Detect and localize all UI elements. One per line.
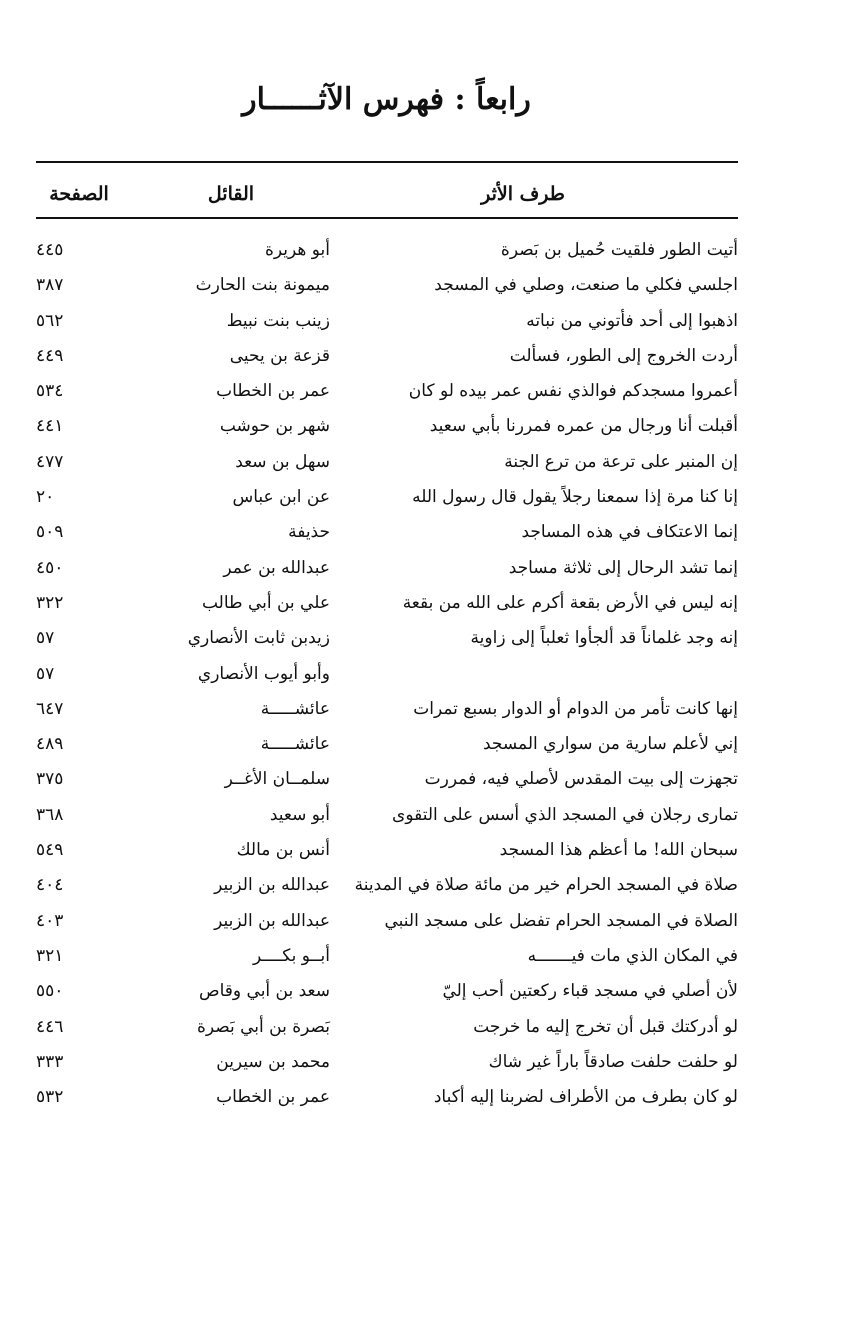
- speaker-name: أنس بن مالك: [236, 840, 330, 861]
- athar-text: إنها كانت تأمر من الدوام أو الدوار بسبع تمرات: [413, 698, 738, 719]
- table-row: [36, 762, 738, 797]
- athar-text: إني لأعلم سارية من سواري المسجد: [482, 734, 738, 755]
- table-row: [36, 339, 738, 374]
- speaker-name: محمد بن سيرين: [216, 1051, 330, 1072]
- speaker-name: أبــو بكــــر: [252, 945, 330, 966]
- header-speaker: القائل: [207, 183, 255, 205]
- table-row: [36, 480, 738, 515]
- table-row: [36, 904, 738, 939]
- speaker-name: سلمــان الأغــر: [224, 769, 330, 790]
- top-rule: [36, 161, 738, 163]
- page-number: ٢٠: [36, 487, 55, 508]
- athar-text: الصلاة في المسجد الحرام تفضل على مسجد النبي: [384, 910, 738, 931]
- table-row: [36, 657, 738, 692]
- page-number: ٤٨٩: [36, 734, 64, 755]
- table-row: [36, 798, 738, 833]
- athar-text: إن المنبر على ترعة من ترع الجنة: [504, 451, 738, 472]
- athar-text: أقبلت أنا ورجال من عمره فمررنا بأبي سعيد: [429, 416, 738, 437]
- athar-text: إنا كنا مرة إذا سمعنا رجلاً يقول قال رسول الله: [412, 487, 738, 508]
- athar-text: اجلسي فكلي ما صنعت، وصلي في المسجد: [434, 275, 738, 296]
- table-row: [36, 445, 738, 480]
- page-number: ٦٤٧: [36, 698, 64, 719]
- page-number: ٣٦٨: [36, 804, 64, 825]
- page-number: ٣٢١: [36, 945, 64, 966]
- speaker-name: زيدبن ثابت الأنصاري: [187, 628, 330, 649]
- table-header: [36, 174, 738, 214]
- athar-text: صلاة في المسجد الحرام خير من مائة صلاة في المدينة: [354, 875, 738, 896]
- table-row: [36, 268, 738, 303]
- page-number: ٤٤١: [36, 416, 64, 437]
- speaker-name: عمر بن الخطاب: [216, 1087, 330, 1108]
- speaker-name: بَصرة بن أبي بَصرة: [196, 1016, 330, 1037]
- page-number: ٤٤٩: [36, 345, 64, 366]
- speaker-name: عائشـــــة: [260, 734, 330, 755]
- page-number: ٤٠٤: [36, 875, 64, 896]
- page-number: ٥٦٢: [36, 310, 64, 331]
- table-row: [36, 868, 738, 903]
- table-row: [36, 1080, 738, 1115]
- table-row: [36, 692, 738, 727]
- table-row: [36, 621, 738, 656]
- speaker-name: سعد بن أبي وقاص: [199, 981, 330, 1002]
- table-row: [36, 727, 738, 762]
- athar-text: أردت الخروج إلى الطور، فسألت: [509, 345, 738, 366]
- table-row: [36, 304, 738, 339]
- page-number: ٤٤٦: [36, 1016, 64, 1037]
- athar-text: إنما تشد الرحال إلى ثلاثة مساجد: [508, 557, 738, 578]
- page-number: ٥٣٤: [36, 381, 64, 402]
- page-number: ٣٧٥: [36, 769, 64, 790]
- athar-text: سبحان الله! ما أعظم هذا المسجد: [499, 840, 738, 861]
- page-number: ٤٠٣: [36, 910, 64, 931]
- page-number: ٥٤٩: [36, 840, 64, 861]
- speaker-name: عبدالله بن الزبير: [214, 910, 330, 931]
- page-number: ٣٨٧: [36, 275, 64, 296]
- page-number: ٥٠٩: [36, 522, 64, 543]
- table-row: [36, 233, 738, 268]
- header-rule: [36, 217, 738, 219]
- athar-text: لو حلفت حلفت صادقاً باراً غير شاك: [488, 1051, 738, 1072]
- athar-text: تجهزت إلى بيت المقدس لأصلي فيه، فمررت: [424, 769, 738, 790]
- speaker-name: شهر بن حوشب: [219, 416, 330, 437]
- table-row: [36, 586, 738, 621]
- page-number: ٥٧: [36, 663, 55, 684]
- table-row: [36, 939, 738, 974]
- athar-text: أعمروا مسجدكم فوالذي نفس عمر بيده لو كان: [408, 381, 738, 402]
- speaker-name: حذيفة: [288, 522, 330, 543]
- athar-text: إنما الاعتكاف في هذه المساجد: [521, 522, 738, 543]
- athar-text: لأن أصلي في مسجد قباء ركعتين أحب إليّ: [442, 981, 738, 1002]
- table-row: [36, 1010, 738, 1045]
- table-row: [36, 1045, 738, 1080]
- speaker-name: عمر بن الخطاب: [216, 381, 330, 402]
- speaker-name: قزعة بن يحيى: [229, 345, 330, 366]
- table-row: [36, 374, 738, 409]
- table-row: [36, 515, 738, 550]
- speaker-name: أبو سعيد: [269, 804, 330, 825]
- speaker-name: عبدالله بن عمر: [223, 557, 330, 578]
- athar-text: إنه ليس في الأرض بقعة أكرم على الله من بقعة: [402, 592, 738, 613]
- speaker-name: وأبو أيوب الأنصاري: [197, 663, 330, 684]
- speaker-name: ميمونة بنت الحارث: [195, 275, 330, 296]
- athar-text: لو كان بطرف من الأطراف لضربنا إليه أكباد: [433, 1087, 738, 1108]
- athar-text: اذهبوا إلى أحد فأتوني من نباته: [526, 310, 738, 331]
- header-text: طرف الأثر: [481, 183, 565, 205]
- page-number: ٥٣٢: [36, 1087, 64, 1108]
- athar-text: لو أدركتك قبل أن تخرج إليه ما خرجت: [473, 1016, 738, 1037]
- page-number: ٥٥٠: [36, 981, 64, 1002]
- table-row: [36, 409, 738, 444]
- page-number: ٥٧: [36, 628, 55, 649]
- athar-text: تمارى رجلان في المسجد الذي أسس على التقوى: [392, 804, 738, 825]
- page-number: ٣٢٢: [36, 592, 64, 613]
- athar-text: في المكان الذي مات فيـــــــه: [527, 945, 738, 966]
- page-number: ٣٣٣: [36, 1051, 64, 1072]
- index-table-body: [36, 233, 738, 1115]
- speaker-name: أبو هريرة: [264, 240, 330, 260]
- athar-text: إنه وجد غلماناً قد ألجأوا ثعلباً إلى زاوية: [470, 628, 738, 649]
- athar-text: أتيت الطور فلقيت حُميل بن بَصرة: [500, 240, 738, 260]
- speaker-name: علي بن أبي طالب: [201, 592, 330, 613]
- page-number: ٤٤٥: [36, 240, 64, 260]
- table-row: [36, 551, 738, 586]
- page-number: ٤٧٧: [36, 451, 64, 472]
- page-title: رابعاً : فهرس الآثــــــار: [242, 82, 531, 117]
- table-row: [36, 833, 738, 868]
- speaker-name: عبدالله بن الزبير: [214, 875, 330, 896]
- header-page: الصفحة: [49, 183, 109, 205]
- table-row: [36, 974, 738, 1009]
- speaker-name: سهل بن سعد: [235, 451, 330, 472]
- speaker-name: عن ابن عباس: [232, 487, 330, 508]
- speaker-name: عائشـــــة: [260, 698, 330, 719]
- speaker-name: زينب بنت نبيط: [226, 310, 330, 331]
- page-number: ٤٥٠: [36, 557, 64, 578]
